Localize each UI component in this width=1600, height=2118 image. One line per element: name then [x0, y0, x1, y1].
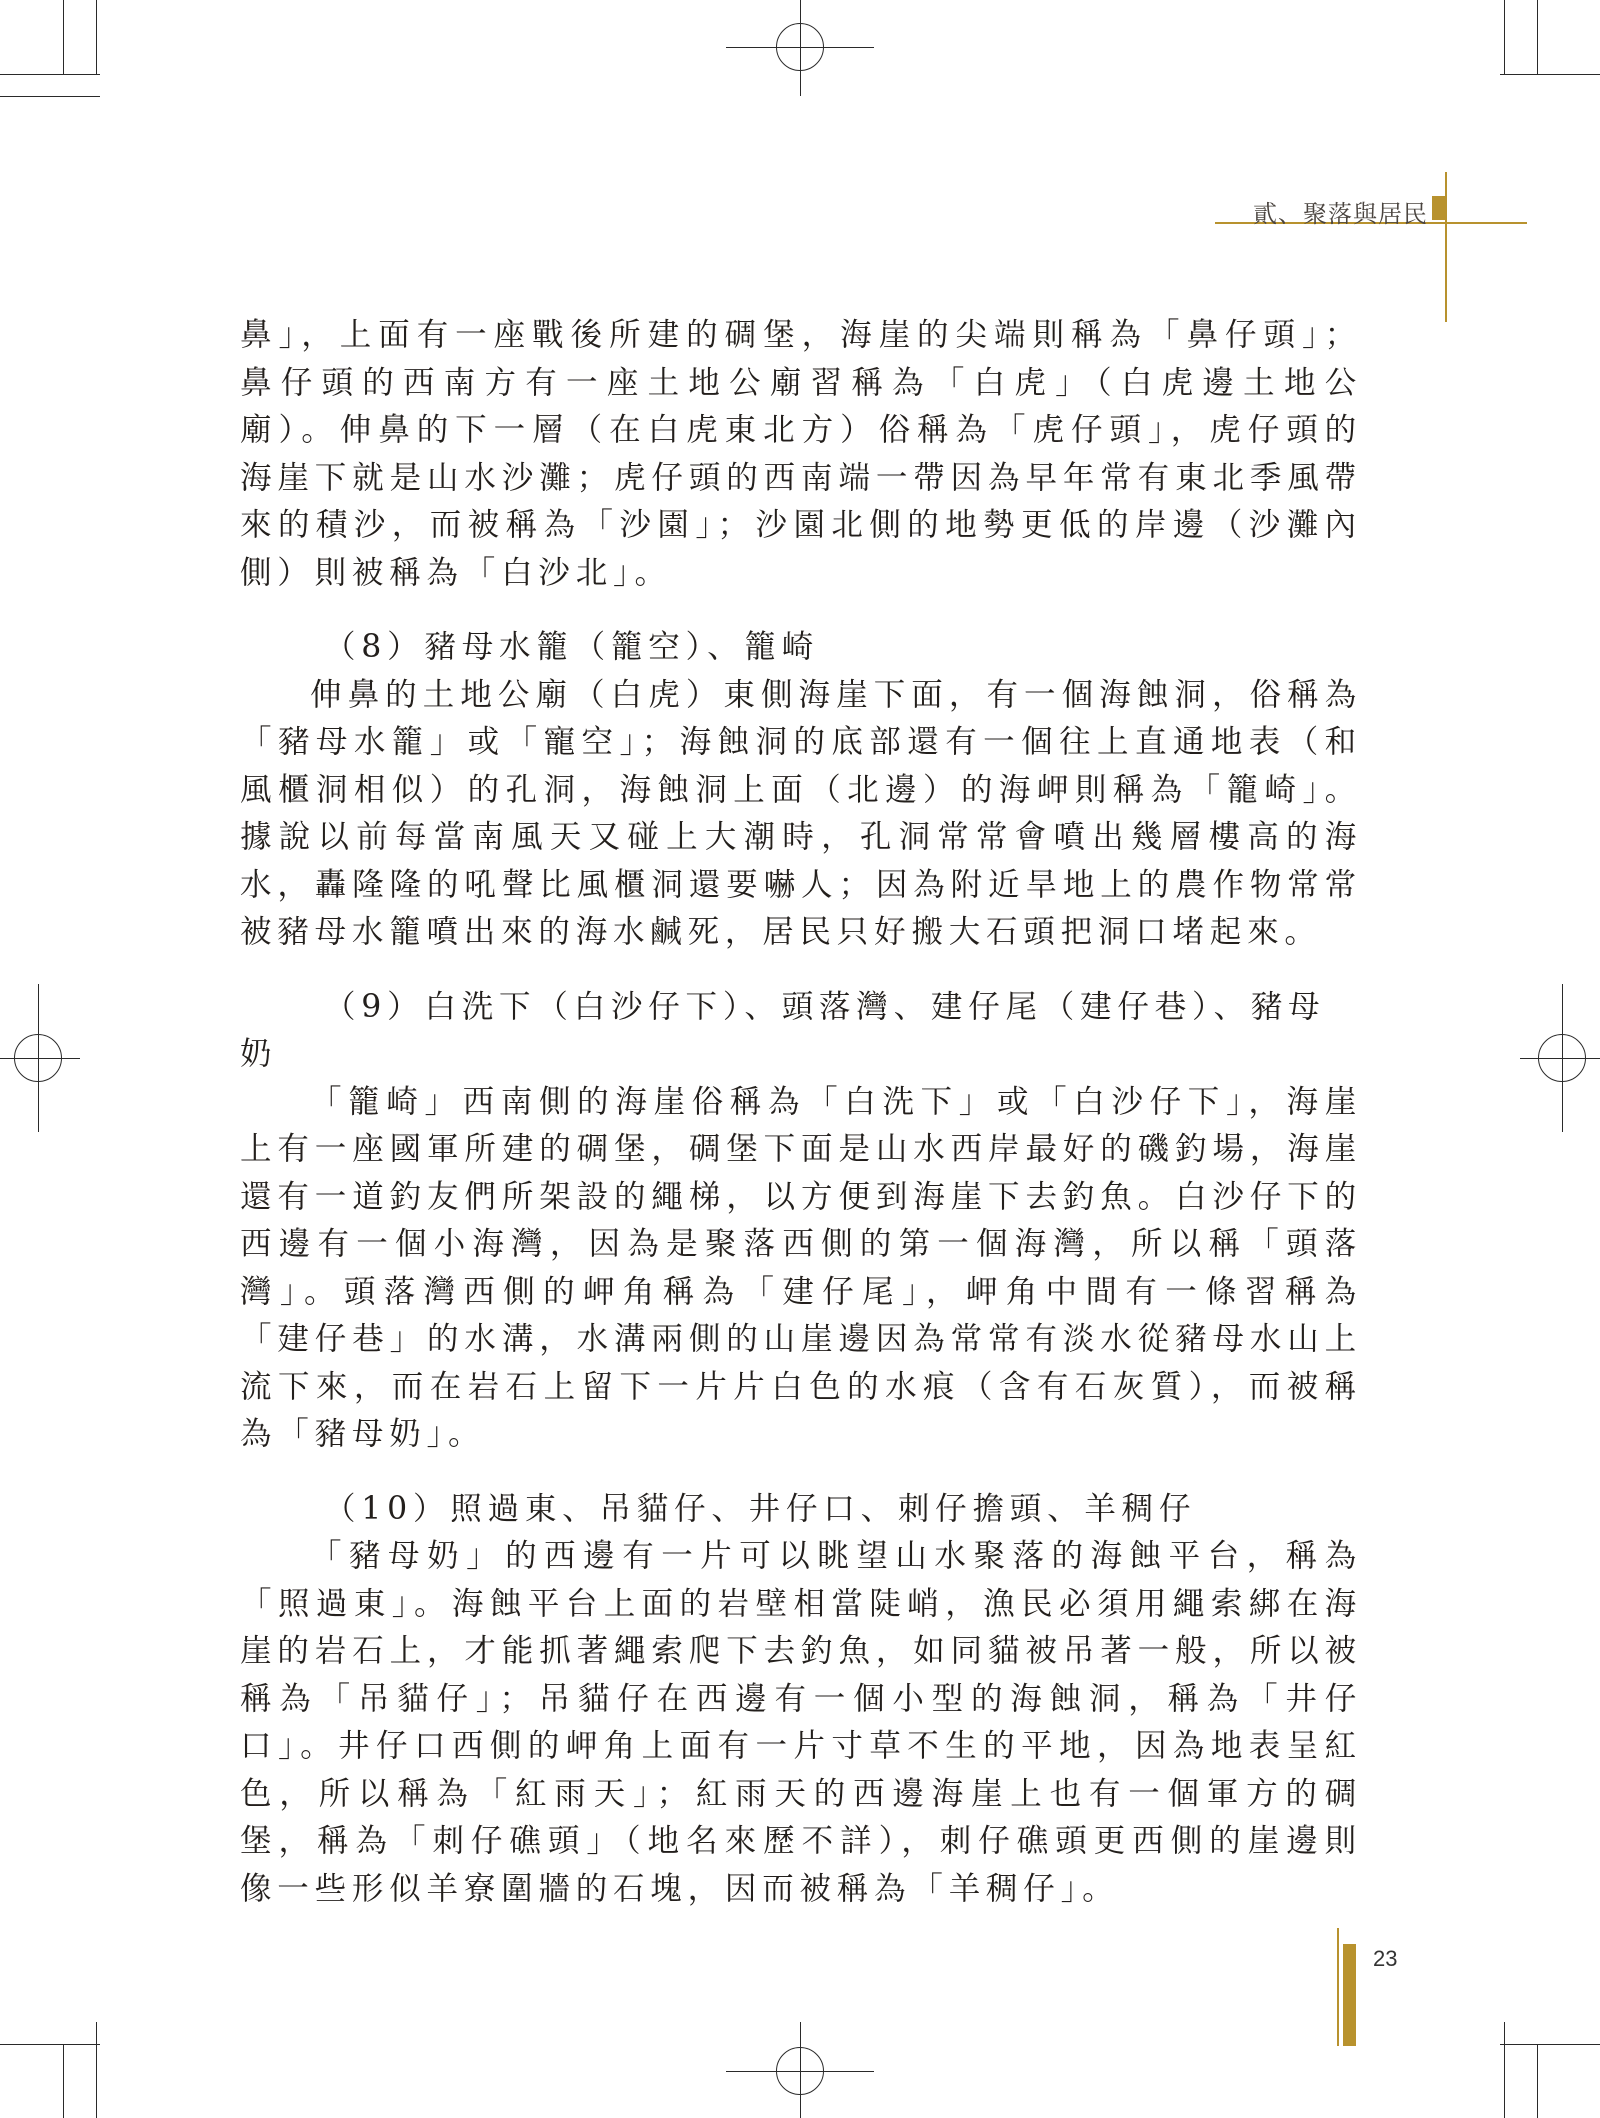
page-number: 23: [1373, 1946, 1398, 1971]
crop-mark-top-left-h2: [0, 74, 100, 75]
header-gold-vertical-line: [1445, 172, 1447, 322]
crop-mark-bottom-right-v2: [1537, 2044, 1538, 2118]
paragraph-intro: 鼻」，上面有一座戰後所建的碉堡，海崖的尖端則稱為「鼻仔頭」；鼻仔頭的西南方有一座土地公廟習稱為「白虎」（白虎邊土地公廟）。伸鼻的下一層（在白虎東北方）俗稱為「虎仔頭」，虎仔頭的海崖下就是山水沙灘；虎仔頭的西南端一帶因為早年常有東北季風帶來的積沙，而被稱為「沙園」；沙園北側的地勢更低的岸邊（沙灘內側）則被稱為「白沙北」。: [240, 317, 1362, 591]
crop-mark-top-left-h: [0, 96, 100, 97]
registration-line-bottom-v: [800, 2022, 801, 2118]
header-gold-block: [1432, 196, 1446, 220]
crop-mark-top-right-h: [1500, 74, 1600, 75]
footer-gold-bar: [1343, 1944, 1356, 2046]
page-body: [240, 312, 1362, 1913]
crop-mark-bottom-left-h: [0, 2044, 100, 2045]
crop-mark-top-left-v2: [63, 0, 64, 74]
crop-mark-top-right-v2: [1537, 0, 1538, 74]
crop-mark-bottom-left-v2: [63, 2044, 64, 2118]
crop-mark-bottom-left-v: [96, 2022, 97, 2118]
section-heading-10: （10）照過東、吊貓仔、井仔口、刺仔擔頭、羊稠仔: [324, 1490, 1197, 1527]
registration-line-right-v: [1562, 984, 1563, 1132]
registration-line-left-h: [0, 1058, 80, 1059]
paragraph-section-8: 伸鼻的土地公廟（白虎）東側海崖下面，有一個海蝕洞，俗稱為「豬母水籠」或「寵空」；海蝕洞的底部還有一個往上直通地表（和風櫃洞相似）的孔洞，海蝕洞上面（北邊）的海岬則稱為「籠崎」。據說以前每當南風天又碰上大潮時，孔洞常常會噴出幾層樓高的海水，轟隆隆的吼聲比風櫃洞還要嚇人；因為附近旱地上的農作物常常被豬母水籠噴出來的海水鹹死，居民只好搬大石頭把洞口堵起來。: [240, 676, 1362, 950]
crop-mark-bottom-right-v: [1504, 2022, 1505, 2118]
crop-mark-top-left-v: [96, 0, 97, 74]
registration-line-top-v: [800, 0, 801, 96]
registration-line-right-h: [1520, 1058, 1600, 1059]
crop-mark-bottom-right-h: [1500, 2044, 1600, 2045]
section-heading-8: （8）豬母水籠（籠空）、籠崎: [324, 629, 819, 665]
paragraph-section-10: 「豬母奶」的西邊有一片可以眺望山水聚落的海蝕平台，稱為「照過東」。海蝕平台上面的岩壁相當陡峭，漁民必須用繩索綁在海崖的岩石上，才能抓著繩索爬下去釣魚，如同貓被吊著一般，所以被稱為「吊貓仔」；吊貓仔在西邊有一個小型的海蝕洞，稱為「井仔口」。井仔口西側的岬角上面有一片寸草不生的平地，因為地表呈紅色，所以稱為「紅雨天」；紅雨天的西邊海崖上也有一個軍方的碉堡，稱為「刺仔礁頭」（地名來歷不詳），刺仔礁頭更西側的崖邊則像一些形似羊寮圍牆的石塊，因而被稱為「羊稠仔」。: [240, 1538, 1362, 1907]
footer-gold-thin-line: [1337, 1928, 1339, 2046]
section-heading-9: （9）白洗下（白沙仔下）、頭落灣、建仔尾（建仔巷）、豬母奶: [240, 988, 1326, 1072]
crop-mark-top-right-v: [1504, 0, 1505, 74]
paragraph-section-9: 「籠崎」西南側的海崖俗稱為「白洗下」或「白沙仔下」，海崖上有一座國軍所建的碉堡，碉堡下面是山水西岸最好的磯釣場，海崖還有一道釣友們所架設的繩梯，以方便到海崖下去釣魚。白沙仔下的西邊有一個小海灣，因為是聚落西側的第一個海灣，所以稱「頭落灣」。頭落灣西側的岬角稱為「建仔尾」，岬角中間有一條習稱為「建仔巷」的水溝，水溝兩側的山崖邊因為常常有淡水從豬母水山上流下來，而在岩石上留下一片片白色的水痕（含有石灰質），而被稱為「豬母奶」。: [240, 1083, 1362, 1452]
registration-line-left-v: [38, 984, 39, 1132]
running-header-chapter-title: 貳、聚落與居民: [1253, 200, 1428, 228]
